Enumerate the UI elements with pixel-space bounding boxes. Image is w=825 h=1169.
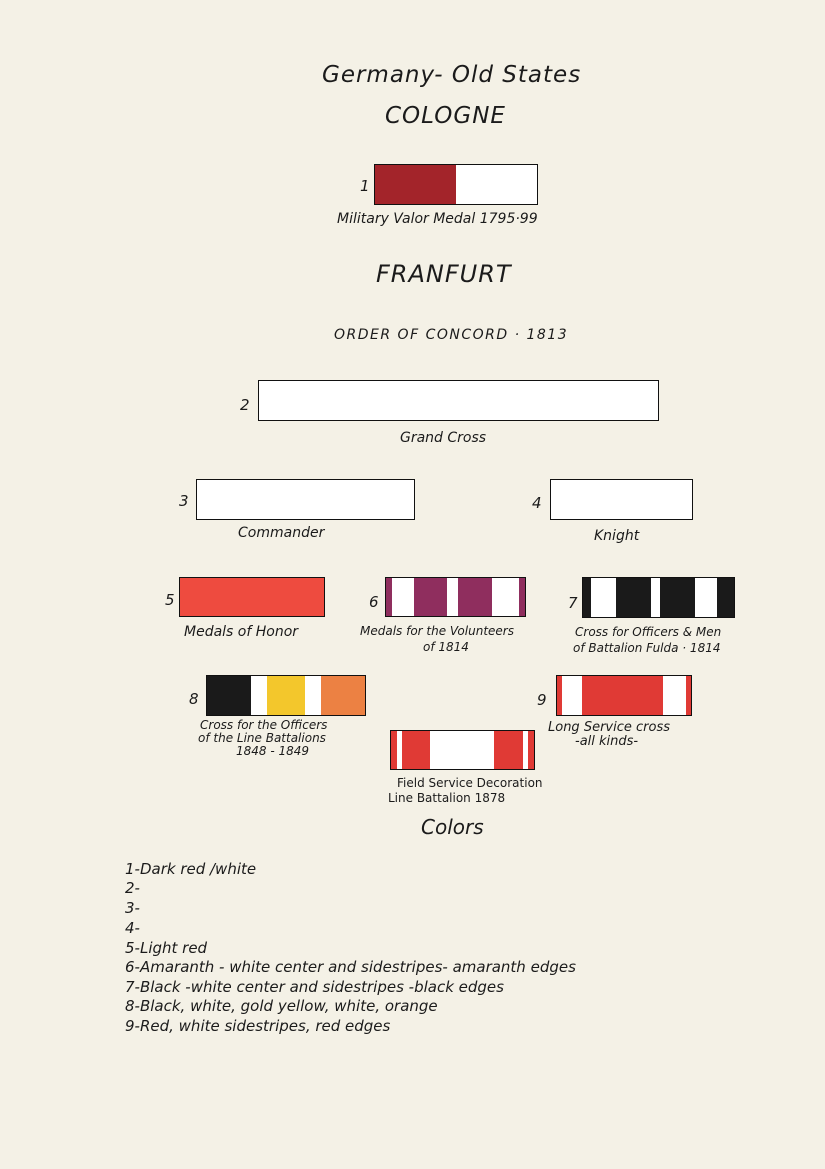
ribbon-6-stripe-amaranth [458,578,491,616]
ribbon-label-2: Grand Cross [400,430,487,446]
ribbon-8-stripe-gold-yellow [267,676,305,715]
ribbon-8-stripe-orange [321,676,365,715]
ribbon-9-sidestripe [562,676,582,715]
ribbon-label-4: Knight [594,528,640,544]
ribbon-6 [385,577,526,617]
ribbon-8-stripe-black [207,676,251,715]
ribbon-number-7: 7 [568,594,578,612]
ribbon-7-stripe-black [616,578,651,617]
order-title: ORDER OF CONCORD · 1813 [334,327,569,343]
ribbon-field-service [390,730,535,770]
page-title: Germany- Old States [322,62,582,88]
legend-item-4: 4- [125,919,140,937]
ribbon-7-stripe-black [660,578,695,617]
ribbon-4 [550,479,693,520]
ribbon-7-center [651,578,660,617]
legend-item-6: 6-Amaranth - white center and sidestripes- amaranth edges [125,958,576,976]
ribbon-label-8-line1: Cross for the Officers [200,718,328,732]
ribbon-field-service-edge [528,731,534,769]
ribbon-number-9: 9 [537,691,547,709]
ribbon-7-edge [583,578,591,617]
ribbon-number-6: 6 [369,593,379,611]
ribbon-number-1: 1 [360,177,370,195]
ribbon-7-edge [717,578,734,617]
ribbon-2 [258,380,659,421]
ribbon-6-edge [519,578,525,616]
ribbon-field-service-stripe-red [402,731,429,769]
ribbon-number-5: 5 [165,591,175,609]
ribbon-8-stripe-white [251,676,267,715]
legend-item-5: 5-Light red [125,939,208,957]
ribbon-7-sidestripe [695,578,718,617]
ribbon-field-service-stripe-red [494,731,523,769]
ribbon-1 [374,164,538,205]
ribbon-number-3: 3 [179,492,189,510]
ribbon-6-sidestripe [392,578,414,616]
ribbon-number-8: 8 [189,690,199,708]
ribbon-8-stripe-white [305,676,321,715]
ribbon-label-6-line1: Medals for the Volunteers [360,624,514,638]
ribbon-6-stripe-amaranth [414,578,447,616]
legend-item-3: 3- [125,899,140,917]
ribbon-1-stripe-white [456,165,537,204]
ribbon-label-6-line2: of 1814 [423,640,469,654]
ribbon-label-field-service-line2: Line Battalion 1878 [388,791,506,805]
ribbon-1-stripe-dark-red [375,165,456,204]
section-title-frankfurt: FRANFURT [376,260,512,288]
legend-title: Colors [421,815,484,839]
ribbon-9-edge [686,676,691,715]
ribbon-number-2: 2 [240,396,250,414]
ribbon-label-field-service-line1: Field Service Decoration [397,776,543,790]
ribbon-number-4: 4 [532,494,542,512]
ribbon-7 [582,577,735,618]
ribbon-5 [179,577,325,617]
ribbon-6-sidestripe [492,578,520,616]
ribbon-9-sidestripe [663,676,686,715]
legend-item-1: 1-Dark red /white [125,860,257,878]
ribbon-label-1: Military Valor Medal 1795·99 [337,211,538,227]
ribbon-8 [206,675,366,716]
ribbon-9-center-red [582,676,662,715]
ribbon-3 [196,479,415,520]
ribbon-9 [556,675,692,716]
ribbon-7-sidestripe [591,578,617,617]
ribbon-label-9-line1: Long Service cross [548,720,670,735]
ribbon-label-8-line2: of the Line Battalions [198,731,326,745]
ribbon-label-3: Commander [238,525,325,541]
section-title-cologne: COLOGNE [385,103,506,129]
ribbon-label-8-line3: 1848 - 1849 [236,744,310,758]
ribbon-label-5: Medals of Honor [184,624,299,640]
ribbon-label-7-line1: Cross for Officers & Men [575,625,722,639]
ribbon-label-9-line2: -all kinds- [575,734,639,749]
ribbon-6-center [447,578,458,616]
ribbon-field-service-center [430,731,494,769]
ribbon-label-7-line2: of Battalion Fulda · 1814 [573,641,721,655]
legend-item-7: 7-Black -white center and sidestripes -black edges [125,978,504,996]
legend-item-9: 9-Red, white sidestripes, red edges [125,1017,391,1035]
legend-item-8: 8-Black, white, gold yellow, white, orange [125,997,438,1015]
legend-item-2: 2- [125,879,140,897]
